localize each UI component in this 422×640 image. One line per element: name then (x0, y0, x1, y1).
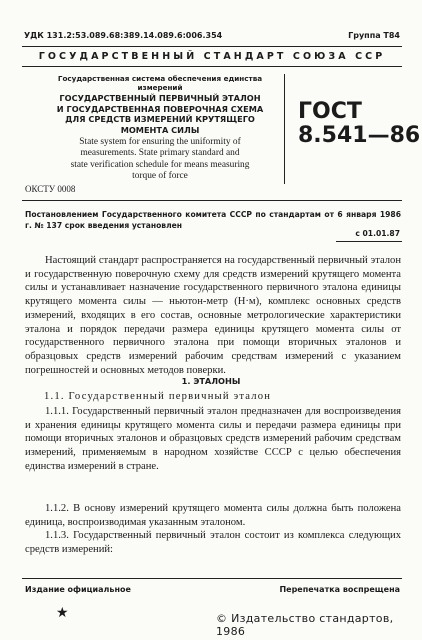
title-block (40, 74, 280, 182)
english-title-line-4: torque of force (132, 171, 188, 182)
main-title-line-2: И ГОСУДАРСТВЕННАЯ ПОВЕРОЧНАЯ СХЕМА (56, 103, 264, 114)
title-divider (284, 74, 285, 184)
decree-text: Постановлением Государственного комитета СССР по стандартам от 6 января 1986 г. № 137 срок введения установлен (25, 210, 401, 230)
header-rule (22, 66, 402, 67)
gost-label: ГОСТ (298, 99, 362, 124)
english-title-line-2: measurements. State primary standard and (80, 148, 240, 159)
gost-code: 8.541—86 (298, 123, 421, 148)
english-title-line-3: state verification schedule for means measuring (70, 159, 250, 170)
top-rule (22, 46, 402, 47)
group-code: Группа Т84 (348, 31, 400, 40)
gost-number (298, 100, 420, 148)
system-line-2: измерений (137, 83, 183, 93)
main-title-line-1: ГОСУДАРСТВЕННЫЙ ПЕРВИЧНЫЙ ЭТАЛОН (59, 92, 261, 103)
system-line-1: Государственная система обеспечения единства (57, 74, 263, 83)
main-title-line-4: МОМЕНТА СИЛЫ (120, 125, 200, 136)
paragraph-1-1-1: 1.1.1. Государственный первичный эталон предназначен для воспроизведения и хранения единицы крутящего момента силы и передачи размера единицы при помощи вторичных эталонов и образцовых средств измерений рабочим средствам измерений, применяемым в народном хозяйстве СССР с целью обеспечения единства измерений в стране. (25, 406, 401, 472)
effective-date-rule (336, 241, 402, 242)
star-icon: ★ (56, 606, 69, 621)
reprint-prohibited-label: Перепечатка воспрещена (279, 585, 400, 594)
subsection-heading: 1.1. Государственный первичный эталон (44, 391, 272, 402)
footer-rule (22, 578, 402, 579)
english-title-line-1: State system for ensuring the uniformity of (79, 137, 241, 147)
okstu-rule (22, 200, 402, 201)
paragraph-1-1-3: 1.1.3. Государственный первичный эталон состоит из комплекса следующих средств измерений: (25, 530, 401, 555)
intro-paragraph: Настоящий стандарт распространяется на государственный первичный эталон и государственную поверочную схему для средств измерений крутящего момента силы и устанавливает назначение государственного первичного эталона единицы крутящего момента силы — ньютон-метр (Н·м), комплекс основных средств измерений, входящих в его состав, основные метрологические характеристики эталона и порядок передачи размера единицы крутящего момента силы от государственного первичного эталона при помощи вторичных эталонов и образцовых средств измерений рабочим средствам измерений с указанием погрешностей и основных методов поверки. (25, 255, 401, 376)
section-heading: 1. ЭТАЛОНЫ (181, 376, 241, 386)
main-title-line-3: ДЛЯ СРЕДСТВ ИЗМЕРЕНИЙ КРУТЯЩЕГО (65, 114, 255, 125)
standard-heading: ГОСУДАРСТВЕННЫЙ СТАНДАРТ СОЮЗА ССР (38, 51, 386, 62)
effective-date: с 01.01.87 (355, 229, 400, 238)
udc-code: УДК 131.2:53.089.68:389.14.089.6:006.354 (24, 31, 223, 40)
okstu-code: ОКСТУ 0008 (25, 184, 76, 194)
copyright-line: © Издательство стандартов, 1986 (216, 612, 394, 638)
paragraph-1-1-2: 1.1.2. В основу измерений крутящего момента силы должна быть положена единица, воспроизводимая указанным эталоном. (25, 503, 401, 528)
official-edition-label: Издание официальное (25, 585, 131, 594)
